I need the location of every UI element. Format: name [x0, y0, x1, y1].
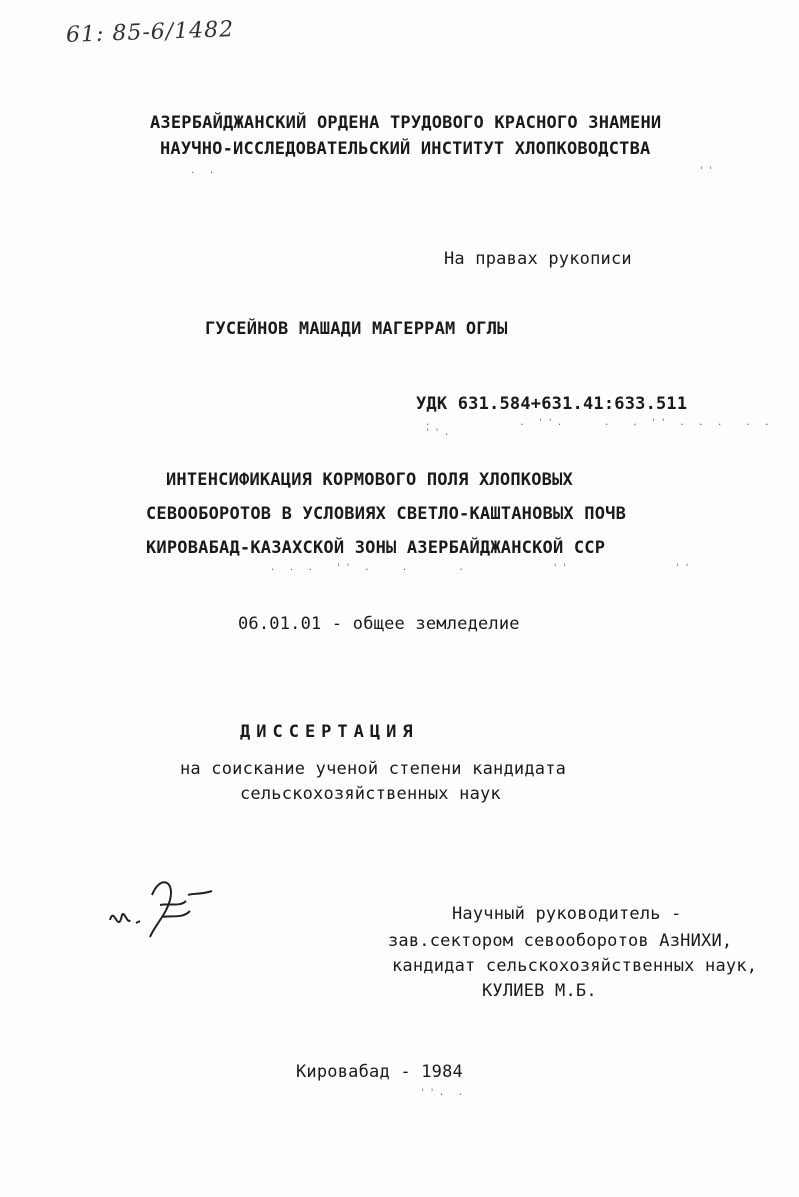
- scan-specks: . . . '' . . . '' '': [270, 563, 694, 573]
- institute-line-1: АЗЕРБАЙДЖАНСКИЙ ОРДЕНА ТРУДОВОГО КРАСНОГО ЗНАМЕНИ: [150, 113, 662, 133]
- rights-note: На правах рукописи: [444, 249, 632, 269]
- work-type: ДИССЕРТАЦИЯ: [240, 722, 419, 742]
- supervisor-line-1: Научный руководитель -: [452, 904, 682, 924]
- supervisor-line-3: кандидат сельскохозяйственных наук,: [392, 956, 758, 976]
- degree-line-2: сельскохозяйственных наук: [240, 784, 501, 804]
- author-name: ГУСЕЙНОВ МАШАДИ МАГЕРРАМ ОГЛЫ: [205, 319, 508, 339]
- scan-specks: . . '': [190, 166, 718, 176]
- signature-mark: [100, 865, 230, 955]
- title-line-1: ИНТЕНСИФИКАЦИЯ КОРМОВОГО ПОЛЯ ХЛОПКОВЫХ: [166, 470, 573, 490]
- scan-specks: . . ''. . . '' . . . . . ''.: [425, 418, 774, 438]
- supervisor-name: КУЛИЕВ М.Б.: [482, 981, 597, 1001]
- title-line-2: СЕВООБОРОТОВ В УСЛОВИЯХ СВЕТЛО-КАШТАНОВЫХ ПОЧВ: [146, 504, 627, 524]
- specialty-code: 06.01.01 - общее земледелие: [238, 614, 520, 634]
- archive-mark: 61: 85-6/1482: [65, 17, 235, 48]
- scan-specks: ''. .: [420, 1088, 468, 1098]
- supervisor-line-2: зав.сектором севооборотов АзНИХИ,: [388, 931, 733, 951]
- degree-line-1: на соискание ученой степени кандидата: [180, 759, 567, 779]
- place-year: Кировабад - 1984: [296, 1062, 463, 1082]
- udc-code: УДК 631.584+631.41:633.511: [416, 394, 688, 414]
- title-line-3: КИРОВАБАД-КАЗАХСКОЙ ЗОНЫ АЗЕРБАЙДЖАНСКОЙ ССР: [146, 538, 606, 558]
- institute-line-2: НАУЧНО-ИССЛЕДОВАТЕЛЬСКИЙ ИНСТИТУТ ХЛОПКОВОДСТВА: [160, 139, 651, 159]
